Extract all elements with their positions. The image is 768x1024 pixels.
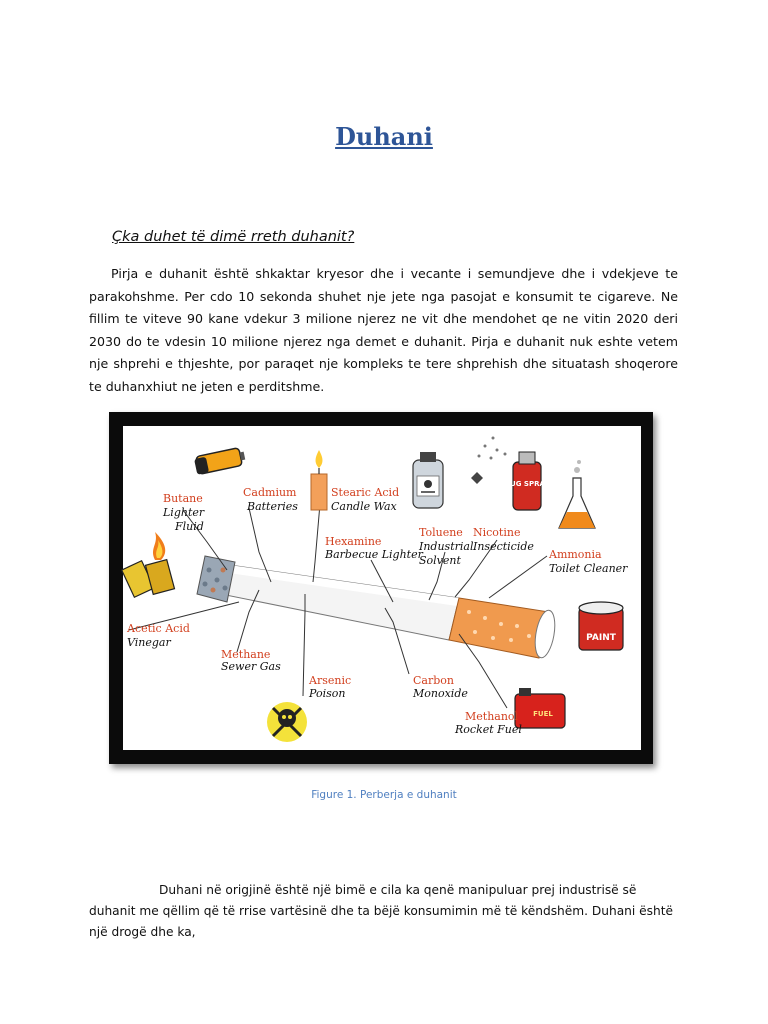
label-solvent: Solvent bbox=[419, 554, 461, 567]
label-fluid: Fluid bbox=[175, 520, 204, 533]
poison-bottle-icon bbox=[413, 452, 443, 508]
skull-crossbones-icon bbox=[267, 702, 307, 742]
label-lighter: Lighter bbox=[163, 506, 205, 519]
document-title: Duhani bbox=[335, 122, 433, 151]
label-toluene: Toluene bbox=[419, 526, 463, 539]
label-monoxide: Monoxide bbox=[413, 687, 468, 700]
label-hexamine: Hexamine bbox=[325, 535, 382, 548]
label-stearic-acid: Stearic Acid bbox=[331, 486, 400, 499]
section-heading: Çka duhet të dimë rreth duhanit? bbox=[112, 229, 355, 245]
label-batteries: Batteries bbox=[247, 500, 298, 513]
label-acetic-acid: Acetic Acid bbox=[127, 622, 190, 635]
paragraph-2: Duhani në origjinë është një bimë e cila ka qenë manipuluar prej industrisë së duhanit me qëllim që të rrise vartësinë dhe ta bëjë konsumimin më të këndshëm. Duhani është një drogë dhe ka, bbox=[89, 883, 674, 939]
paint-text: PAINT bbox=[586, 633, 616, 643]
cigarette-ingredients-figure bbox=[109, 412, 653, 764]
label-barbecue-lighter: Barbecue Lighter bbox=[325, 548, 423, 561]
figure-illustration bbox=[109, 412, 653, 764]
fuel-text: FUEL bbox=[533, 710, 553, 718]
label-toilet-cleaner: Toilet Cleaner bbox=[549, 562, 628, 575]
label-carbon: Carbon bbox=[413, 674, 454, 687]
label-rocket-fuel: Rocket Fuel bbox=[455, 723, 522, 736]
label-insecticide: Insecticide bbox=[473, 540, 534, 553]
label-candle-wax: Candle Wax bbox=[331, 500, 397, 513]
label-poison: Poison bbox=[309, 687, 346, 700]
paint-can-icon bbox=[579, 602, 623, 650]
label-methanol: Methanol bbox=[465, 710, 519, 723]
bug-spray-text: BUG SPRAY bbox=[504, 480, 550, 488]
label-nicotine: Nicotine bbox=[473, 526, 521, 539]
label-industrial: Industrial bbox=[419, 540, 474, 553]
label-sewer-gas: Sewer Gas bbox=[221, 660, 281, 673]
label-ammonia: Ammonia bbox=[549, 548, 602, 561]
fuel-can-icon bbox=[515, 688, 565, 728]
paragraph-1: Pirja e duhanit është shkaktar kryesor dhe i vecante i semundjeve dhe i vdekjeve te parakohshme. Per cdo 10 sekonda shuhet nje jete nga pasojat e konsumit te cigareve. Ne fillim te viteve 90 kane vdekur 3 milione njerez ne vit dhe mendohet qe ne vitin 2020 deri 2030 do te vdesin 10 milione njerez nga demet e duhanit. Pirja e duhanit nuk eshte vetem nje shprehi e thjeshte, por paraqet nje kompleks te tere shprehish dhe situatash shoqerore te duhanxhiut ne jeten e perditshme. bbox=[89, 266, 678, 394]
figure-caption: Figure 1. Perberja e duhanit bbox=[311, 789, 457, 801]
label-cadmium: Cadmium bbox=[243, 486, 297, 499]
label-methane: Methane bbox=[221, 648, 271, 661]
label-butane: Butane bbox=[163, 492, 203, 505]
label-arsenic: Arsenic bbox=[309, 674, 352, 687]
label-vinegar: Vinegar bbox=[127, 636, 171, 649]
